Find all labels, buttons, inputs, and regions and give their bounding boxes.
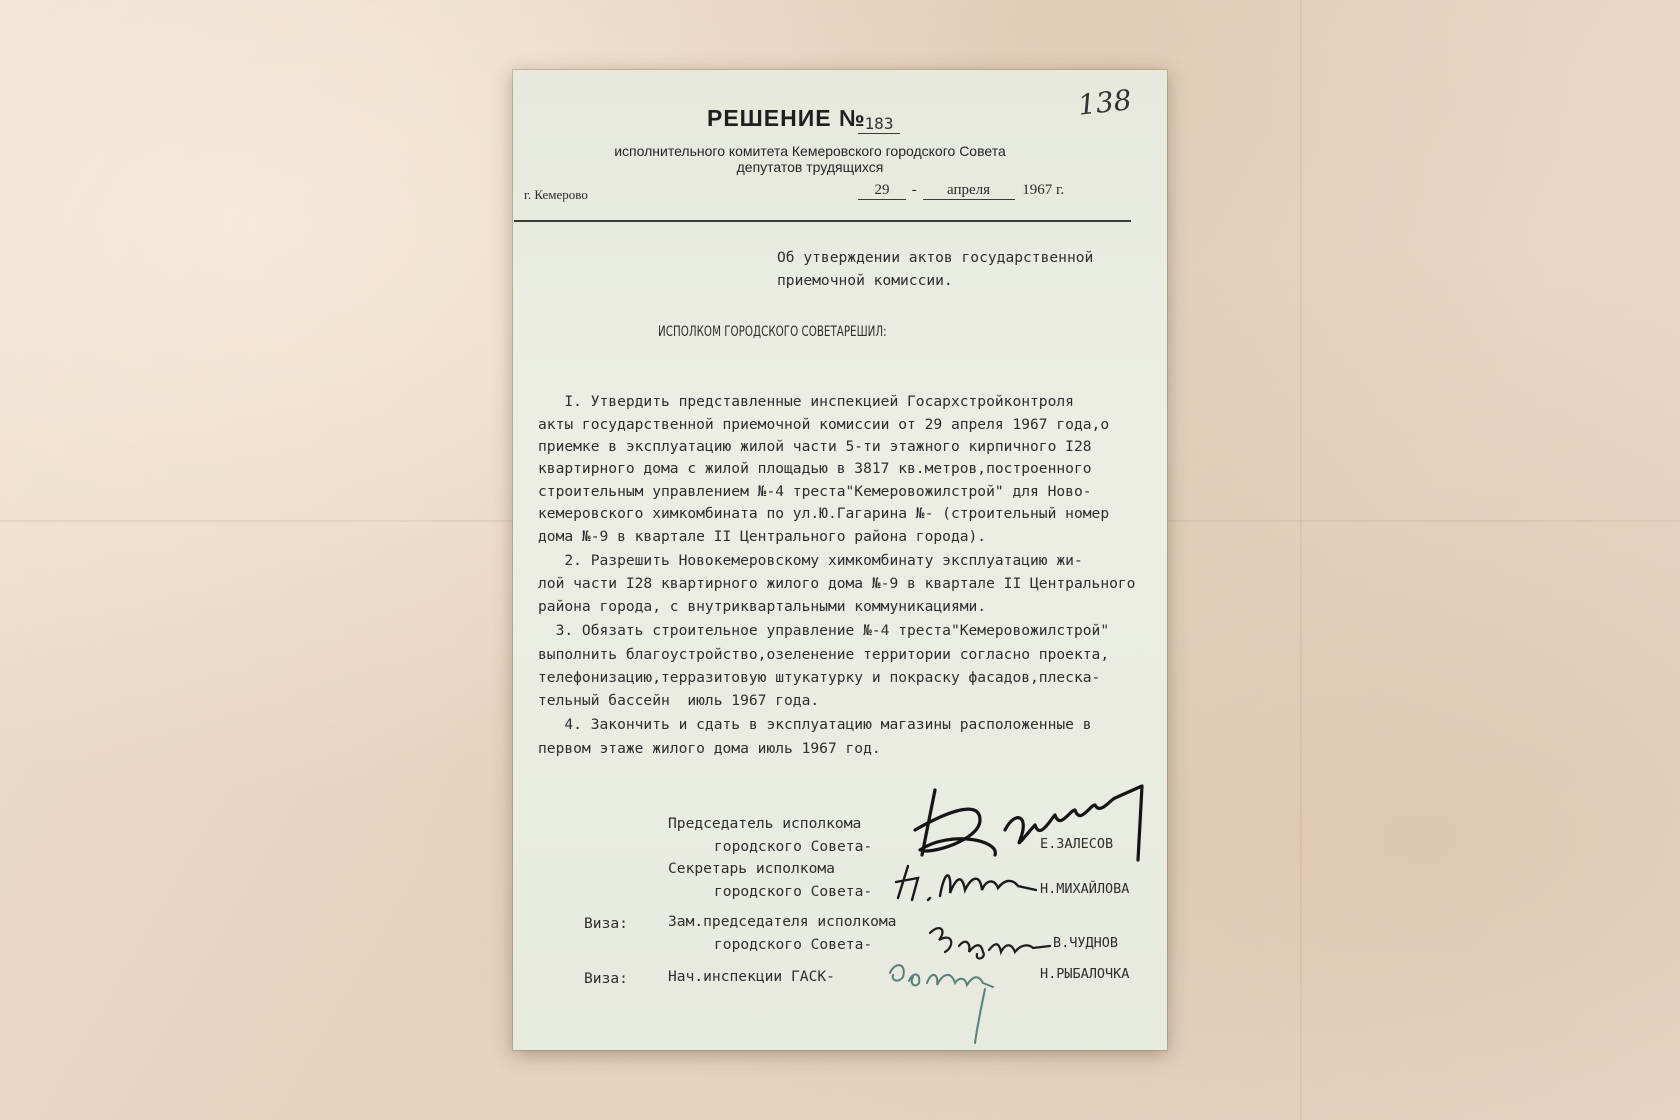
decision-number-value: 183	[858, 114, 900, 134]
body-line: телефонизацию,терразитовую штукатурку и покраску фасадов,плеска-	[538, 669, 1101, 686]
inspection-signature	[885, 953, 1035, 1048]
body-line: 4. Закончить и сдать в эксплуатацию магазины расположенные в	[538, 716, 1092, 733]
body-line: приемке в эксплуатацию жилой части 5-ти этажного кирпичного I28	[538, 438, 1092, 455]
deputy-title-1: Зам.председателя исполкома	[668, 913, 897, 930]
resolution-heading: ИСПОЛКОМ ГОРОДСКОГО СОВЕТАРЕШИЛ:	[658, 324, 887, 340]
document-title: РЕШЕНИЕ №	[707, 105, 866, 131]
header-line-2: депутатов трудящихся	[736, 159, 884, 175]
background-crease	[1300, 0, 1302, 1120]
body-line: акты государственной приемочной комиссии от 29 апреля 1967 года,о	[538, 416, 1110, 433]
body-line: кемеровского химкомбината по ул.Ю.Гагарина №- (строительный номер	[538, 505, 1110, 522]
body-line: дома №-9 в квартале II Центрального района города).	[538, 528, 987, 545]
secretary-signature	[890, 858, 1040, 913]
deputy-title-2: городского Совета-	[714, 936, 873, 953]
chair-name: Е.ЗАЛЕСОВ	[1040, 836, 1114, 852]
decision-number	[858, 114, 900, 134]
subject-line-1: Об утверждении актов государственной	[777, 249, 1094, 266]
body-line: строительным управлением №-4 треста"Кемеровожилстрой" для Ново-	[538, 483, 1092, 500]
city: г. Кемерово	[524, 187, 588, 202]
date-month: апреля	[923, 182, 1015, 200]
body-line: района города, с внутриквартальными коммуникациями.	[538, 598, 987, 615]
page-number-handwritten: 138	[1076, 83, 1134, 122]
subject-line-2: приемочной комиссии.	[777, 272, 953, 289]
body-line: выполнить благоустройство,озеленение территории согласно проекта,	[538, 646, 1110, 663]
visa-label-1: Виза:	[584, 915, 628, 932]
date-year: 1967 г.	[1022, 182, 1065, 198]
inspection-title: Нач.инспекции ГАСК-	[668, 968, 835, 985]
secretary-name: Н.МИХАЙЛОВА	[1040, 881, 1130, 897]
body-line: квартирного дома с жилой площадью в 3817 кв.метров,построенного	[538, 460, 1092, 477]
date: 29 - апреля 1967 г.	[858, 182, 1064, 200]
visa-label-2: Виза:	[584, 970, 628, 987]
body-line: 3. Обязать строительное управление №-4 треста"Кемеровожилстрой"	[538, 622, 1110, 639]
body-line: первом этаже жилого дома июль 1967 год.	[538, 740, 881, 757]
body-line: 2. Разрешить Новокемеровскому химкомбинату эксплуатацию жи-	[538, 552, 1083, 569]
header-rule	[514, 220, 1131, 222]
chair-title-1: Председатель исполкома	[668, 815, 862, 832]
body-line: I. Утвердить представленные инспекцией Госархстройконтроля	[538, 393, 1074, 410]
date-day: 29	[858, 182, 906, 200]
inspection-name: Н.РЫБАЛОЧКА	[1040, 966, 1130, 982]
secretary-title-2: городского Совета-	[714, 883, 873, 900]
body-line: тельный бассейн июль 1967 года.	[538, 692, 820, 709]
secretary-title-1: Секретарь исполкома	[668, 860, 835, 877]
chair-title-2: городского Совета-	[714, 838, 873, 855]
body-line: лой части I28 квартирного жилого дома №-9 в квартале II Центрального	[538, 575, 1136, 592]
deputy-name: В.ЧУДНОВ	[1053, 935, 1119, 951]
header-line-1: исполнительного комитета Кемеровского городского Совета	[614, 143, 1006, 159]
